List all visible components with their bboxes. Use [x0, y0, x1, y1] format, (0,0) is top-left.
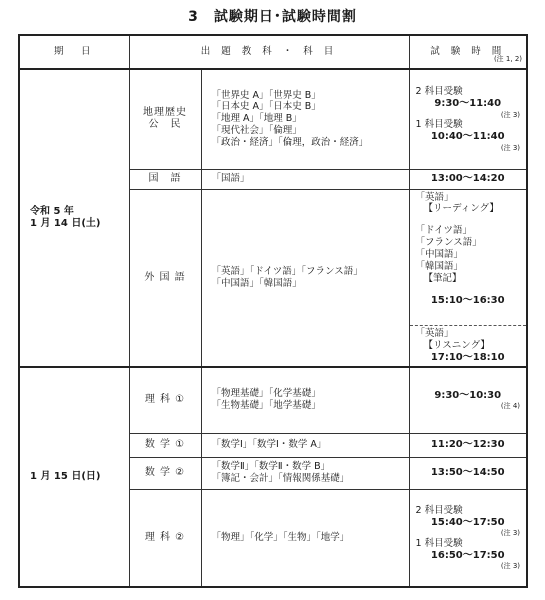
subjects-geo-civics: [201, 69, 409, 169]
written-line: 【筆記】: [423, 272, 462, 284]
written-line: 【リーディング】: [423, 203, 499, 215]
header-subjects: 出 題 教 科 ・ 科 目: [129, 35, 409, 69]
exam-schedule-table: [18, 34, 528, 588]
header-time-note: (注 1, 2): [493, 55, 522, 64]
time-math-2: [409, 457, 527, 489]
header-time-label: 試 験 時 間: [430, 46, 506, 58]
time-science-1-value: 9:30～10:30: [434, 389, 502, 401]
subject-line: 「生物基礎」「地学基礎」: [211, 400, 321, 412]
time-label-two-subjects: 2 科目受験: [415, 86, 463, 98]
subject-line: 「政治・経済」「倫理，政治・経済」: [211, 137, 369, 149]
time-label-one-subject: 1 科目受験: [415, 537, 463, 549]
row-geo-civics: [19, 69, 527, 169]
time-geo-civics: [409, 69, 527, 169]
written-line: 「中国語」: [415, 249, 464, 260]
subject-line: 「世界史 A」「世界史 B」: [211, 89, 321, 101]
row-science-1: [19, 367, 527, 433]
listening-time: 17:10～18:10: [430, 351, 505, 363]
written-line: 「英語」: [415, 191, 454, 203]
group-geo-civics: [129, 69, 201, 169]
time-two-subjects: 15:40～17:50: [430, 516, 505, 528]
time-japanese-value: 13:00～14:20: [430, 172, 505, 184]
subjects-math-1: 「数学Ⅰ」「数学Ⅰ・数学 A」: [201, 433, 409, 457]
page-title: 3 試験期日･試験時間割: [188, 9, 357, 25]
day1-date-cell: [19, 69, 129, 367]
header-time: [409, 35, 527, 69]
time-math-1: [409, 433, 527, 457]
group-science-1: 理 科 ①: [129, 367, 201, 433]
time-note: (注 3): [500, 529, 520, 537]
day1-date-day: 1 月 14 日(土): [30, 218, 101, 229]
time-foreign-language: [409, 189, 527, 367]
day2-date-cell: [19, 367, 129, 587]
subject-line: 「簿記・会計」「情報関係基礎」: [211, 473, 350, 484]
subjects-japanese: 「国語」: [201, 169, 409, 189]
group-foreign-language: 外 国 語: [129, 189, 201, 367]
listening-line: 【リスニング】: [423, 339, 490, 351]
written-spacer: [416, 215, 521, 225]
time-science-1: [409, 367, 527, 433]
subject-line: 「中国語」「韓国語」: [211, 277, 302, 289]
time-math-2-value: 13:50～14:50: [430, 466, 505, 478]
time-science-2: [409, 489, 527, 587]
written-line: 「ドイツ語」: [415, 225, 473, 237]
subject-line: 「現代社会」「倫理」: [211, 125, 302, 137]
time-note: (注 3): [500, 562, 520, 571]
header-date: 期 日: [19, 35, 129, 69]
written-exam-block: [410, 190, 527, 326]
day1-date-year: 令和 5 年: [30, 205, 74, 217]
group-science-2: 理 科 ②: [129, 489, 201, 587]
time-label-two-subjects: 2 科目受験: [415, 504, 463, 516]
header-row: [19, 35, 527, 69]
group-japanese: 国 語: [129, 169, 201, 189]
group-math-1: 数 学 ①: [129, 433, 201, 457]
subjects-science-2: 「物理」「化学」「生物」「地学」: [201, 489, 409, 587]
subject-line: 「英語」「ドイツ語」「フランス語」: [211, 265, 363, 277]
subjects-math-2: [201, 457, 409, 489]
time-note: (注 3): [500, 110, 520, 119]
written-line: 「韓国語」: [415, 260, 464, 272]
subject-line: 「日本史 A」「日本史 B」: [211, 101, 321, 113]
time-math-1-value: 11:20～12:30: [430, 438, 505, 450]
listening-line: 「英語」: [415, 327, 454, 339]
subjects-science-1: [201, 367, 409, 433]
group-civics-label: 公 民: [148, 119, 182, 131]
time-label-one-subject: 1 科目受験: [415, 119, 463, 131]
day2-date: 1 月 15 日(日): [30, 470, 101, 482]
subject-line: 「物理基礎」「化学基礎」: [211, 388, 321, 400]
time-note: (注 4): [500, 402, 520, 411]
subjects-foreign-language: [201, 189, 409, 367]
time-two-subjects: 9:30～11:40: [434, 98, 502, 109]
listening-exam-block: [410, 326, 527, 366]
written-time: 15:10～16:30: [430, 294, 505, 306]
written-line: 「フランス語」: [415, 237, 482, 249]
group-geo-label: 地理歴史: [143, 106, 187, 118]
group-math-2: 数 学 ②: [129, 457, 201, 489]
subject-line: 「地理 A」「地理 B」: [211, 113, 302, 125]
time-note: (注 3): [500, 143, 520, 152]
time-japanese: [409, 169, 527, 189]
time-one-subject: 10:40～11:40: [430, 131, 505, 143]
time-one-subject: 16:50～17:50: [430, 549, 505, 561]
subject-line: 「数学Ⅱ」「数学Ⅱ・数学 B」: [211, 461, 331, 473]
